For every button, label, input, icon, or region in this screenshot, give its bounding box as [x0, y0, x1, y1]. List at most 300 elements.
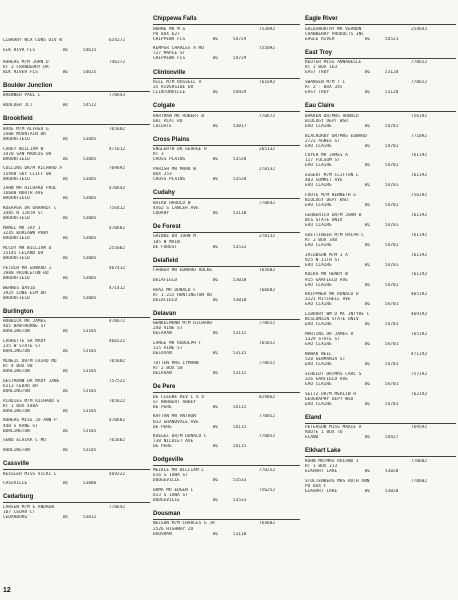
state-abbrev: WI [365, 282, 371, 288]
zip-code: 53005 [83, 156, 97, 162]
listing-name: JAHN MR RICHARD PAUL 470642 [3, 186, 126, 192]
state-abbrev: WI [63, 196, 69, 202]
zip-code: 54701 [385, 223, 399, 228]
listing-address-line: 3121 MITCHELL AVE [305, 297, 351, 303]
state-abbrev: WI [365, 468, 371, 474]
state-abbrev: WI [365, 123, 371, 129]
listing-address-line: 3485 N 128TH ST [3, 211, 44, 217]
listing-address-line: 465 HAWTHORNE ST [3, 324, 46, 330]
listing-code: 765192 [411, 332, 428, 337]
state-abbrev: WI [365, 401, 371, 407]
zip-code: 53105 [83, 329, 97, 335]
listing-name: COYER MR JAMES A 761192 [305, 153, 428, 159]
zip-code: 53005 [83, 176, 97, 182]
listing-address-line: EAU CLAIRE 54701 WI [305, 143, 399, 149]
listing-address-line: RT 2 BOX 163 [305, 65, 338, 71]
listing-name: MCCOY MR WILLIAM D 255682 [3, 245, 126, 251]
listing-address-line: 15990 SKY CLIFF DR [3, 171, 52, 177]
zip-code: 53005 [83, 295, 97, 301]
zip-code: 53005 [83, 255, 97, 261]
listing-code: 465192 [411, 292, 428, 298]
listing-code: 765622 [109, 398, 126, 404]
state-abbrev: WI [365, 361, 371, 367]
listing-address-line: DE PERE 54115 WI [153, 444, 247, 450]
listing-code: 765682 [109, 126, 126, 132]
listing-address-line: DELAVAN 53115 WI [153, 331, 247, 337]
zip-code: 53528 [233, 157, 247, 163]
listing-address-line: EAU CLAIRE 54701 WI [305, 223, 399, 228]
state-abbrev: WI [63, 295, 69, 301]
page-number: 12 [3, 587, 11, 594]
listing-code: 762192 [411, 391, 428, 397]
listing-address-line: WIS STATE UNIV [305, 217, 343, 223]
listing-code: 771092 [411, 133, 428, 139]
zip-code: 53528 [233, 177, 247, 183]
listing-address-line: RT 3 [153, 152, 164, 158]
state-abbrev: WI [365, 143, 371, 149]
state-abbrev: WI [365, 242, 371, 248]
state-abbrev: WI [63, 69, 69, 75]
listing-code: 761192 [411, 272, 428, 278]
listing-address-line: BURLINGTON 53105 WI [3, 349, 97, 355]
state-abbrev: WI [63, 428, 69, 434]
listing-address-line: BLK RIVER FLS 54615 WI [3, 69, 97, 75]
listing-address-line: BURLINGTON 53105 WI [3, 369, 97, 374]
town-heading: Burlington [3, 308, 150, 318]
state-abbrev: WI [213, 424, 219, 430]
listing-address-line: EAU CLAIRE 54701 WI [305, 163, 399, 169]
listing-name: FOOTE M/M KENNETH G 756192 [305, 193, 428, 199]
listing-address-line: CROSS PLAINS 53528 WI [153, 157, 247, 163]
listing-address-line: BROOKFIELD 53005 WI [3, 176, 97, 182]
state-abbrev: WI [63, 255, 69, 261]
listing-name: LANGE MR RUDOLPH F 765652 [153, 341, 276, 347]
listing-address-line: 15145 LELAND DR [3, 250, 44, 256]
listing-name: RILL M/M RUSSELL A 761692 [153, 80, 276, 85]
listing-name: BURLINGTON 53105 WI [3, 448, 97, 454]
state-abbrev: WI [63, 216, 69, 222]
listing-name: OESTMANN DR MARY JANE 757522 [3, 378, 126, 384]
zip-code: 54701 [385, 163, 399, 169]
listing-address-line: DELAVAN 53115 WI [153, 351, 247, 357]
zip-code: 53105 [83, 428, 97, 434]
listing-code: 466522 [109, 339, 126, 345]
listing-code: 470642 [109, 186, 126, 192]
listing-address-line: DE PERE 54115 WI [153, 424, 247, 430]
listing-address-line: EAU CLAIRE 54701 WI [305, 361, 399, 367]
listing-address-line: CLINTONVILLE 54929 WI [153, 90, 247, 96]
listing-address-line: EAU CLAIRE 54701 WI [305, 342, 399, 348]
state-abbrev: WI [213, 351, 219, 357]
town-heading: Clintonville [153, 69, 300, 79]
listing-code: 765682 [109, 438, 126, 444]
listing-name: GERBERICH DR/M JOHN B 761192 [305, 212, 428, 218]
zip-code: 53020 [385, 488, 399, 494]
listing-name: ELK HIVR FLS 54615 WI [3, 47, 97, 53]
listing-name: LARSEN M/M G ANDREW 770642 [3, 504, 126, 510]
state-abbrev: WI [213, 56, 219, 62]
listing-address-line: 115 VINE ST [153, 346, 183, 352]
zip-code: 53115 [233, 331, 247, 337]
listing-code: 770652 [259, 321, 276, 327]
state-abbrev: WI [365, 203, 371, 209]
listing-address-line: EAU CLAIRE 54701 WI [305, 381, 399, 387]
listing-address-line: EAU CLAIRE 54701 WI [305, 123, 399, 129]
listing-address-line: DE FOREST 53532 WI [153, 244, 247, 250]
state-abbrev: WI [365, 70, 371, 76]
listing-address-line: RT 4 BOX 90 [3, 363, 33, 369]
listing-code: 654272 [109, 38, 126, 43]
zip-code: 54115 [233, 444, 247, 450]
listing-address-line: WISCONSIN STATE UNIV [305, 317, 359, 323]
state-abbrev: WI [213, 244, 219, 250]
listing-name: HOBBICK MR JAMES 470672 [3, 319, 126, 325]
zip-code: 54701 [385, 361, 399, 367]
zip-code: 54929 [233, 90, 247, 96]
listing-address-line: EAU CLAIRE 54701 WI [305, 203, 399, 209]
listing-address-line: BROOKFIELD 53005 WI [3, 156, 97, 162]
listing-address-line: 601 PLAT RD [153, 118, 183, 124]
zip-code: 54701 [385, 282, 399, 288]
listing-name: BOULDER JCT 54512 WI [3, 103, 97, 109]
listing-address-line: BROOKFIELD 53005 WI [3, 255, 97, 261]
listing-address-line: DODGEVILLE 53533 WI [153, 497, 247, 503]
town-heading: East Troy [305, 49, 456, 59]
listing-code: 761192 [411, 173, 428, 179]
listing-name: KESSLER MISS VICKI L 469222 [3, 471, 126, 477]
listing-address-line: CUDAHY 53110 WI [153, 210, 247, 216]
state-abbrev: WI [63, 369, 69, 374]
listing-code: 746272 [109, 59, 126, 65]
listing-code: 764682 [259, 521, 276, 527]
listing-address-line: RT 2 BOX 50 [153, 366, 183, 371]
state-abbrev: WI [63, 156, 69, 162]
town-heading: De Forest [153, 223, 300, 233]
listing-name: HARTMAN MR ROBERT B 770672 [153, 113, 276, 119]
zip-code: 53120 [385, 70, 399, 76]
listing-address-line: 35 RIVERSIDE DR [153, 85, 194, 91]
listing-name: PETERSON MISS MARIE A 769592 [305, 425, 428, 431]
town-heading: Cassville [3, 460, 150, 470]
listing-name: KUEGEL DR/M DONALD C 770052 [153, 434, 276, 440]
listing-name: SWANSEN M/M T L 770652 [305, 80, 428, 85]
listing-address-line: ST NORBERT ABBEY [153, 399, 196, 405]
listing-address-line: CHIPPEWA FLS 54729 WI [153, 36, 247, 42]
listing-code: 265132 [259, 147, 276, 153]
zip-code: 54701 [385, 401, 399, 407]
listing-name: JACOBSON M/M J A 761192 [305, 252, 428, 258]
zip-code: 53105 [83, 349, 97, 355]
state-abbrev: WI [213, 531, 219, 537]
listing-name: DELAFIELD 53018 WI [153, 277, 247, 283]
listing-code: 765652 [259, 341, 276, 347]
listing-address-line: GEOGRAPHY DEPT WSU [305, 396, 354, 402]
listing-code: 769592 [411, 425, 428, 431]
listing-address-line: ROUTE 1 BOX 76 [305, 430, 343, 436]
listing-address-line: 235 W STATE ST [3, 344, 41, 350]
state-abbrev: WI [365, 342, 371, 348]
zip-code: 54729 [233, 56, 247, 62]
listing-code: 766682 [259, 287, 276, 293]
zip-code: 54615 [83, 69, 97, 75]
state-abbrev: WI [213, 277, 219, 283]
state-abbrev: WI [63, 515, 69, 520]
listing-name: BAUE M/M ALFRED G 765682 [3, 126, 126, 132]
listing-address-line: DELAFIELD 53018 WI [153, 297, 247, 303]
zip-code: 54701 [385, 381, 399, 387]
listing-address-line: 613 S IOWA ST [153, 492, 188, 498]
state-abbrev: WI [213, 90, 219, 96]
listing-name: KAFTAN MR ANTHON 770052 [153, 414, 276, 420]
listing-address-line: 925 N 11TH ST [305, 257, 340, 263]
listing-address-line: RT 1 BOX 213 [305, 463, 338, 469]
state-abbrev: WI [365, 163, 371, 169]
listing-name: CAREY WILLIAM W 471612 [3, 146, 126, 152]
state-abbrev: WI [365, 322, 371, 328]
listing-name: KEMPER CHARLES A MD 755092 [153, 46, 276, 52]
listing-address-line: EAU CLAIRE 54701 WI [305, 242, 399, 248]
listing-name: COLLINS DR/M RICHARD A 769692 [3, 166, 126, 172]
listing-address-line: EAU CLAIRE 54701 WI [305, 282, 399, 288]
listing-name: GRINDE DR JOHN M 270132 [153, 234, 276, 240]
listing-code: 471412 [109, 285, 126, 291]
zip-code: 53532 [233, 244, 247, 250]
listing-address-line: 403 SUMMIT AVE [305, 178, 343, 184]
listing-name: ENGLERTH DR GEORGE H 265132 [153, 147, 276, 153]
listing-name: PARISH MR MARK W 270132 [153, 167, 276, 173]
town-heading: Eagle River [305, 15, 456, 25]
listing-name: PLADIES M/M RICHARD G 765622 [3, 398, 126, 404]
listing-address-line: EAU CLAIRE 54701 WI [305, 183, 399, 189]
zip-code: 53533 [233, 497, 247, 503]
listing-name: SEITZ DR/M MERLIN H 762192 [305, 391, 428, 397]
listing-address-line: BROOKFIELD 53005 WI [3, 295, 97, 301]
state-abbrev: WI [213, 444, 219, 450]
listing-code: 756252 [259, 487, 276, 493]
state-abbrev: WI [213, 404, 219, 410]
listing-address-line: COLGATE 53017 WI [153, 123, 247, 129]
listing-name: NOWAK NEIL 471192 [305, 351, 428, 357]
zip-code: 53005 [83, 236, 97, 242]
town-heading: Cedarburg [3, 493, 150, 503]
listing-name: MAMEL MR JAY J 470682 [3, 226, 126, 231]
listing-name: MCNEIL DR/M LAIRD MD 765682 [3, 358, 126, 364]
town-heading: De Pere [153, 383, 300, 393]
listing-name: BAIRD HAROLD W 770642 [153, 200, 276, 206]
zip-code: 53005 [83, 216, 97, 222]
state-abbrev: WI [365, 302, 371, 308]
zip-code: 53005 [83, 196, 97, 202]
town-heading: Eau Claire [305, 102, 456, 112]
listing-code: 471192 [411, 351, 428, 357]
zip-code: 54427 [385, 435, 399, 441]
listing-name: ROHERS MISS JO ANN P 470682 [3, 418, 126, 424]
listing-name: FARBER MR EDWARD ROLKE 765682 [153, 268, 276, 274]
listing-address-line: BIOLOGY DEPT WSU [305, 118, 348, 124]
listing-code: 270132 [259, 167, 276, 173]
listing-name: KOLKA MR HENRY W 761192 [305, 272, 428, 278]
listing-code: 761192 [411, 252, 428, 258]
state-abbrev: WI [213, 177, 219, 183]
listing-address-line: 4462 S LAWLER AVE [153, 205, 199, 211]
listing-address-line: BROOKFIELD 53005 WI [3, 236, 97, 242]
listing-code: 761692 [259, 80, 276, 85]
zip-code: 53806 [83, 481, 97, 487]
listing-code: 470672 [109, 319, 126, 325]
listing-address-line: 117 FOLSOM ST [305, 158, 340, 164]
listing-address-line: BROOKFIELD 53005 WI [3, 275, 97, 281]
state-abbrev: WI [213, 123, 219, 129]
state-abbrev: WI [213, 497, 219, 503]
listing-name: WEHNES DAVID 471412 [3, 285, 126, 291]
listing-name: BAKKEN DR/MRS ARNOLD 756192 [305, 113, 428, 119]
listing-code: 770642 [259, 200, 276, 206]
zip-code: 54701 [385, 342, 399, 348]
zip-code: 54115 [233, 424, 247, 430]
state-abbrev: WI [63, 236, 69, 242]
listing-name: LIBRARY WCA CONS DIV W 654272 [3, 38, 126, 43]
listing-code: 770052 [259, 434, 276, 440]
zip-code: 53005 [83, 136, 97, 142]
listing-code: 471612 [109, 146, 126, 152]
listing-address-line: CRANBERRY PRODUCTS INC [305, 31, 365, 37]
zip-code: 53012 [83, 515, 97, 520]
state-abbrev: WI [365, 435, 371, 441]
listing-address-line: 3245 BURLAWN PKWY [3, 231, 49, 237]
listing-name: LIBRARY WM D MC INTYRE C 469192 [305, 312, 428, 318]
listing-name: GUETTINGER M/M RALPH C 761192 [305, 232, 428, 238]
listing-address-line: BROOKFIELD 53005 WI [3, 196, 97, 202]
listing-address-line: EAST TROY 53120 WI [305, 90, 399, 96]
listing-code: 770602 [411, 458, 428, 464]
listing-address-line: RT 1 222 HUNTINGTON RD [153, 292, 213, 298]
listing-name: PETUCH MR EDWARD J 467412 [3, 265, 126, 271]
listing-code: 469222 [109, 471, 126, 477]
zip-code: 53120 [385, 90, 399, 96]
listing-name: SENU ELVIRA C MU 765682 [3, 438, 126, 444]
zip-code: 54512 [83, 103, 97, 109]
listing-code: 470682 [109, 418, 126, 424]
listing-code: 770252 [259, 467, 276, 473]
listing-address-line: BIOLOGY DEPT WSU [305, 198, 348, 204]
zip-code: 53533 [233, 478, 247, 484]
listing-name: HENKELMANN M/M RICHARD 770652 [153, 321, 276, 327]
state-abbrev: WI [213, 478, 219, 484]
listing-name: DE CLEENE REV L A V 829062 [153, 394, 276, 400]
zip-code: 53105 [83, 408, 97, 414]
listing-address-line: 730 NICOLET AVE [153, 439, 194, 445]
listing-code: 254643 [411, 26, 428, 32]
listing-address-line: CROSS PLAINS 53528 WI [153, 177, 247, 183]
zip-code: 54521 [385, 36, 399, 42]
zip-code: 54701 [385, 242, 399, 248]
zip-code: 54701 [385, 322, 399, 328]
listing-address-line: 2723 AGNES ST [305, 138, 340, 144]
state-abbrev: WI [213, 331, 219, 337]
listing-address-line: BROOKFIELD 53005 WI [3, 216, 97, 222]
listing-address-line: CHIPPEWA FLS 54729 WI [153, 56, 247, 62]
zip-code: 54701 [385, 183, 399, 189]
listing-address-line: 833 GRANDVALE AVE [153, 419, 199, 425]
zip-code: 54615 [83, 47, 97, 53]
town-heading: Boulder Junction [3, 82, 150, 92]
listing-address-line: EAU CLAIRE 54701 WI [305, 302, 399, 308]
listing-address-line: ELAND 54427 WI [305, 435, 399, 441]
listing-code: 470682 [109, 226, 126, 231]
listing-code: 755092 [259, 46, 276, 52]
state-abbrev: WI [213, 36, 219, 42]
listing-address-line: RT 2 BOX 340 [305, 237, 338, 243]
zip-code: 54701 [385, 262, 399, 268]
state-abbrev: WI [365, 488, 371, 494]
listing-address-line: 440 S KANE ST [3, 423, 38, 429]
listing-address-line: ELKHART LAKE 53020 WI [305, 468, 399, 474]
listing-address-line: 3470 SAN MARCOS DR [3, 151, 52, 157]
state-abbrev: WI [213, 371, 219, 377]
listing-address-line: BOX 253 [153, 172, 172, 178]
listing-address-line: 727 MAPLE ST [153, 51, 186, 57]
zip-code: 54701 [385, 143, 399, 149]
zip-code: 53105 [83, 388, 97, 394]
state-abbrev: WI [213, 157, 219, 163]
listing-address-line: EAST TROY 53120 WI [305, 70, 399, 76]
zip-code: 54701 [385, 203, 399, 209]
listing-code: 765682 [259, 268, 276, 274]
listing-address-line: BURLINGTON 53105 WI [3, 428, 97, 434]
listing-address-line: DOUSMAN 53118 WI [153, 531, 247, 537]
listing-code: 770642 [109, 504, 126, 510]
listing-address-line: DELAVAN 53115 WI [153, 371, 247, 377]
state-abbrev: WI [63, 448, 69, 454]
listing-name: NELSON M/M CHARLES G JR 764682 [153, 521, 276, 527]
state-abbrev: WI [365, 36, 371, 42]
town-heading: Colgate [153, 102, 300, 112]
listing-code: 770602 [411, 478, 428, 484]
listing-code: 753092 [259, 26, 276, 32]
zip-code: 53105 [83, 448, 97, 454]
listing-address-line: 105 N MAIN [153, 239, 180, 245]
listing-address-line: 616 S IOWA ST [153, 473, 188, 478]
state-abbrev: WI [63, 103, 69, 109]
listing-address-line: RT 2 - BOX 345 [305, 85, 343, 91]
listing-address-line: PO BOX 627 [153, 31, 180, 37]
listing-address-line: 2900 PRINCETON RD [3, 270, 49, 276]
listing-address-line: BURLINGTON 53105 WI [3, 388, 97, 394]
listing-address-line: RT 1 BOX 440A [3, 403, 38, 409]
zip-code: 53115 [233, 371, 247, 377]
state-abbrev: WI [365, 262, 371, 268]
town-heading: Brookfield [3, 115, 150, 125]
listing-name: LAURETTE SR MARY 466522 [3, 339, 126, 345]
listing-address-line: 16680 NORTH AVE [3, 191, 44, 197]
state-abbrev: WI [63, 47, 69, 53]
listing-code: 769692 [109, 166, 126, 172]
listing-code: 757192 [411, 371, 428, 377]
listing-code: 469192 [411, 312, 428, 318]
listing-code: 467412 [109, 265, 126, 271]
state-abbrev: WI [63, 388, 69, 394]
listing-code: 756192 [411, 113, 428, 119]
town-heading: Elkhart Lake [305, 447, 456, 457]
listing-name: TOTTEN MRS LYMANN 770652 [153, 360, 276, 366]
listing-name: REUTER MISS ANNABELLE 770652 [305, 60, 428, 66]
listing-code: 255682 [109, 245, 126, 251]
zip-code: 53115 [233, 351, 247, 357]
listing-address-line: EAU CLAIRE 54701 WI [305, 401, 399, 407]
listing-address-line: 3925 LONE ELM DR [3, 290, 46, 296]
listing-address-line: 240 VINE ST [153, 326, 183, 332]
listing-name: EGGERT M/M CLIFTON L 761192 [305, 173, 428, 179]
